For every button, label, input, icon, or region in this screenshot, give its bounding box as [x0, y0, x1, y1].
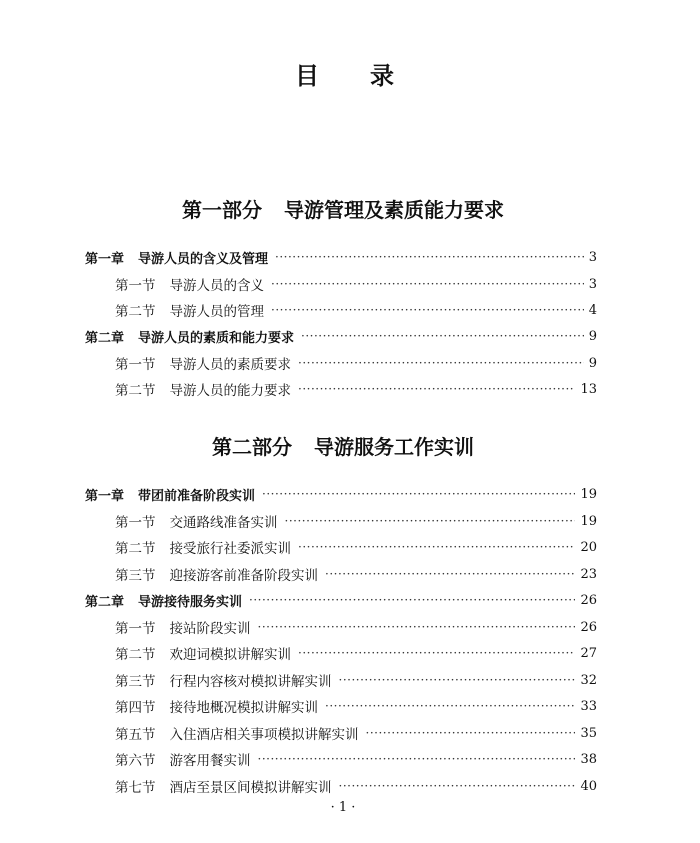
section-title: 接受旅行社委派实训 — [169, 541, 291, 557]
dot-leader — [298, 646, 575, 660]
dot-leader — [339, 673, 576, 687]
section-label: 第一节 — [115, 621, 156, 637]
section-label: 第一节 — [115, 515, 156, 531]
part-label: 第一部分 — [182, 198, 262, 222]
part-label: 第二部分 — [212, 435, 292, 459]
toc-section-entry[interactable] — [115, 670, 597, 690]
page-ref: 4 — [588, 302, 597, 318]
section-label: 第三节 — [115, 568, 156, 584]
chapter-title: 导游人员的素质和能力要求 — [138, 330, 295, 346]
toc-section-entry[interactable] — [115, 379, 597, 399]
page-ref: 35 — [580, 725, 597, 741]
toc-chapter-entry[interactable] — [85, 590, 597, 610]
toc-chapter-entry[interactable] — [85, 247, 597, 267]
dot-leader — [298, 540, 575, 554]
toc-section-entry[interactable] — [115, 749, 597, 769]
section-label: 第五节 — [115, 727, 156, 743]
chapter-title: 导游接待服务实训 — [138, 594, 243, 610]
dot-leader — [262, 487, 575, 501]
section-label: 第三节 — [115, 674, 156, 690]
toc-section-entry[interactable] — [115, 511, 597, 531]
part-title: 导游服务工作实训 — [314, 435, 474, 459]
chapter-label: 第一章 — [85, 251, 125, 267]
section-title: 欢迎词模拟讲解实训 — [169, 647, 291, 663]
section-title: 迎接游客前准备阶段实训 — [169, 568, 318, 584]
toc-section-entry[interactable] — [115, 643, 597, 663]
dot-leader — [301, 329, 584, 343]
chapter-title: 带团前准备阶段实训 — [138, 488, 256, 504]
section-title: 游客用餐实训 — [169, 753, 251, 769]
section-title: 行程内容核对模拟讲解实训 — [169, 674, 332, 690]
page-ref: 3 — [588, 276, 597, 292]
section-label: 第七节 — [115, 780, 156, 796]
toc-section-entry[interactable] — [115, 353, 597, 373]
page-ref: 40 — [580, 778, 597, 794]
page-ref: 19 — [580, 513, 597, 529]
page-ref: 33 — [580, 698, 597, 714]
section-title: 导游人员的含义 — [169, 278, 264, 294]
section-title: 导游人员的能力要求 — [169, 383, 291, 399]
section-title: 导游人员的素质要求 — [169, 357, 291, 373]
chapter-label: 第二章 — [85, 330, 125, 346]
section-label: 第二节 — [115, 383, 156, 399]
dot-leader — [271, 303, 584, 317]
dot-leader — [339, 779, 576, 793]
page-ref: 23 — [580, 566, 597, 582]
section-title: 交通路线准备实训 — [169, 515, 278, 531]
page-ref: 9 — [588, 355, 597, 371]
section-label: 第六节 — [115, 753, 156, 769]
chapter-label: 第一章 — [85, 488, 125, 504]
section-label: 第二节 — [115, 541, 156, 557]
page-ref: 26 — [580, 619, 597, 635]
page-ref: 32 — [580, 672, 597, 688]
section-label: 第二节 — [115, 304, 156, 320]
page-number: · 1 · — [330, 800, 356, 815]
page-ref: 27 — [580, 645, 597, 661]
dot-leader — [258, 752, 576, 766]
toc-section-entry[interactable] — [115, 723, 597, 743]
chapter-title: 导游人员的含义及管理 — [138, 251, 269, 267]
part-heading — [0, 431, 686, 460]
toc-section-entry[interactable] — [115, 564, 597, 584]
dot-leader — [298, 356, 584, 370]
page-ref: 26 — [580, 592, 597, 608]
dot-leader — [258, 620, 576, 634]
dot-leader — [275, 250, 584, 264]
section-label: 第一节 — [115, 357, 156, 373]
toc-chapter-entry[interactable] — [85, 484, 597, 504]
section-label: 第二节 — [115, 647, 156, 663]
toc-chapter-entry[interactable] — [85, 326, 597, 346]
dot-leader — [325, 699, 575, 713]
section-title: 接站阶段实训 — [169, 621, 251, 637]
toc-section-entry[interactable] — [115, 300, 597, 320]
section-title: 入住酒店相关事项模拟讲解实训 — [169, 727, 359, 743]
part-heading — [0, 194, 686, 223]
toc-section-entry[interactable] — [115, 537, 597, 557]
dot-leader — [325, 567, 575, 581]
page-ref: 3 — [588, 249, 597, 265]
toc-section-entry[interactable] — [115, 776, 597, 796]
section-title: 接待地概况模拟讲解实训 — [169, 700, 318, 716]
dot-leader — [366, 726, 576, 740]
section-label: 第一节 — [115, 278, 156, 294]
section-label: 第四节 — [115, 700, 156, 716]
page-ref: 38 — [580, 751, 597, 767]
page-ref: 9 — [588, 328, 597, 344]
page-ref: 19 — [580, 486, 597, 502]
dot-leader — [271, 277, 584, 291]
dot-leader — [249, 593, 575, 607]
section-title: 导游人员的管理 — [169, 304, 264, 320]
page-title: 目 录 — [295, 61, 395, 90]
page-ref: 20 — [580, 539, 597, 555]
page-ref: 13 — [580, 381, 597, 397]
toc-section-entry[interactable] — [115, 617, 597, 637]
dot-leader — [285, 514, 576, 528]
section-title: 酒店至景区间模拟讲解实训 — [169, 780, 332, 796]
toc-section-entry[interactable] — [115, 274, 597, 294]
part-title: 导游管理及素质能力要求 — [284, 198, 504, 222]
dot-leader — [298, 382, 575, 396]
chapter-label: 第二章 — [85, 594, 125, 610]
toc-section-entry[interactable] — [115, 696, 597, 716]
